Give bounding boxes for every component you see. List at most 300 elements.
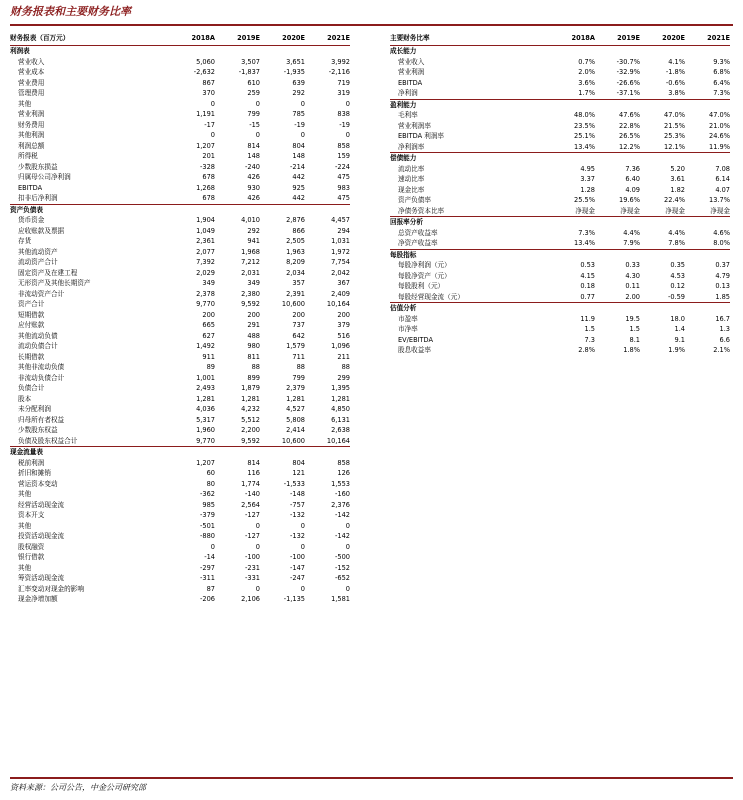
cell-value: 930: [247, 183, 260, 192]
row-label: EV/EBITDA: [398, 335, 434, 344]
cell-value: -379: [200, 511, 215, 519]
cell-value: 804: [292, 458, 305, 467]
cell-value: 7.9%: [623, 239, 640, 247]
cell-value: 0: [345, 131, 350, 139]
table-row: [10, 57, 350, 68]
cell-value: 净现金: [575, 206, 595, 215]
cell-value: 1.28: [580, 185, 595, 194]
cell-value: 0.37: [715, 261, 730, 269]
cell-value: 2,493: [196, 384, 215, 392]
cell-value: 867: [202, 78, 215, 87]
row-label: 营业收入: [398, 57, 425, 66]
row-label: 长期借款: [18, 352, 45, 361]
cell-value: 2,876: [286, 216, 305, 224]
cell-value: 47.6%: [619, 111, 640, 119]
table-row: [390, 228, 730, 239]
row-label: 应收账款及票据: [18, 226, 65, 235]
cell-value: 1,096: [331, 342, 350, 350]
table-row: [10, 383, 350, 394]
cell-value: 4,232: [241, 405, 260, 413]
row-label: 每股净资产（元）: [398, 271, 451, 280]
cell-value: 0.12: [670, 282, 685, 290]
row-label: 其他: [18, 99, 32, 108]
cell-value: 2,409: [331, 289, 350, 298]
cell-value: 1,972: [331, 247, 350, 256]
table-row: [10, 320, 350, 331]
cell-value: 净现金: [620, 206, 640, 215]
table-row: [10, 415, 350, 426]
cell-value: 678: [202, 173, 215, 181]
section-header-row: [10, 46, 350, 57]
table-row: [10, 373, 350, 384]
cell-value: 5,512: [241, 415, 260, 424]
cell-value: 259: [247, 89, 260, 97]
table-row: [10, 331, 350, 342]
cell-value: 3,651: [286, 57, 305, 66]
cell-value: 804: [292, 141, 305, 150]
section-header-row: [10, 204, 350, 215]
cell-value: 7.08: [715, 164, 730, 173]
row-label: 净资产收益率: [398, 239, 438, 247]
cell-value: 47.0%: [664, 111, 685, 119]
cell-value: -0.59: [667, 292, 685, 301]
cell-value: 12.1%: [664, 142, 685, 151]
cell-value: 1,774: [241, 479, 260, 488]
row-label: 归属母公司净利润: [18, 173, 71, 181]
cell-value: 858: [337, 458, 350, 467]
row-label: 少数股东损益: [18, 162, 58, 171]
cell-value: -331: [245, 574, 260, 582]
cell-value: 665: [202, 321, 215, 329]
table-row: [390, 67, 730, 78]
cell-value: 426: [247, 173, 260, 181]
cell-value: 1,579: [286, 342, 305, 350]
row-label: 货币资金: [18, 216, 45, 224]
row-label: 净利润: [398, 89, 418, 97]
cell-value: 785: [292, 110, 305, 118]
cell-value: 6.6: [719, 335, 730, 344]
cell-value: -224: [335, 162, 350, 171]
table-row: [390, 88, 730, 99]
row-label: 所得税: [18, 152, 38, 160]
row-label: 股权融资: [18, 542, 45, 551]
table-row: [10, 352, 350, 363]
cell-value: 3.6%: [578, 78, 595, 87]
row-label: 应付账款: [18, 321, 45, 329]
table-row: [10, 141, 350, 152]
cell-value: 799: [247, 110, 260, 118]
row-label: 营业利润率: [398, 121, 431, 130]
cell-value: 8.1: [629, 335, 640, 344]
cell-value: 349: [202, 279, 215, 287]
cell-value: 0: [300, 99, 305, 108]
cell-value: 799: [292, 373, 305, 382]
table-row: [10, 88, 350, 99]
cell-value: 1,904: [196, 216, 215, 224]
cell-value: 814: [247, 458, 260, 467]
cell-value: 1,281: [286, 394, 305, 403]
row-label: EBITDA: [18, 183, 43, 192]
row-label: 营业成本: [18, 68, 45, 76]
cell-value: 0: [255, 521, 260, 530]
row-label: 归母所有者权益: [18, 415, 65, 424]
section-title: 每股指标: [390, 249, 730, 260]
cell-value: -311: [200, 574, 215, 582]
cell-value: 4,527: [286, 405, 305, 413]
header-year: 2020E: [640, 32, 685, 46]
table-row: [10, 67, 350, 78]
cell-value: 200: [247, 310, 260, 319]
cell-value: 2.1%: [713, 346, 730, 354]
table-row: [10, 573, 350, 584]
cell-value: 10,164: [326, 300, 350, 308]
cell-value: 0.33: [625, 261, 640, 269]
cell-value: 48.0%: [574, 111, 595, 119]
table-row: [10, 510, 350, 521]
cell-value: -247: [290, 574, 305, 582]
cell-value: 0.11: [625, 282, 640, 290]
row-label: 筹资活动现金流: [18, 574, 65, 582]
cell-value: -140: [245, 490, 260, 498]
cell-value: 净现金: [665, 206, 685, 215]
row-label: 财务费用: [18, 120, 45, 129]
section-title: 资产负债表: [10, 204, 350, 215]
table-row: [10, 78, 350, 89]
cell-value: 4,010: [241, 216, 260, 224]
cell-value: 925: [292, 183, 305, 192]
section-title: 成长能力: [390, 47, 417, 55]
cell-value: 4.15: [580, 271, 595, 280]
table-row: [10, 120, 350, 131]
table-row: [390, 78, 730, 89]
cell-value: 1.8%: [623, 346, 640, 354]
table-row: [10, 236, 350, 247]
row-label: 非流动负债合计: [18, 373, 65, 382]
row-label: 未分配利润: [18, 405, 51, 413]
cell-value: 291: [247, 321, 260, 329]
cell-value: 379: [337, 321, 350, 329]
cell-value: 0: [345, 542, 350, 551]
cell-value: 6.4%: [713, 78, 730, 87]
cell-value: -501: [200, 521, 215, 530]
cell-value: 0: [300, 584, 305, 593]
cell-value: 2,042: [331, 268, 350, 277]
row-label: 管理费用: [18, 89, 45, 97]
cell-value: 980: [247, 342, 260, 350]
row-label: 固定资产及在建工程: [18, 268, 78, 277]
cell-value: 200: [202, 310, 215, 319]
row-label: 现金净增加额: [18, 595, 58, 603]
cell-value: 2,200: [241, 426, 260, 434]
cell-value: 0: [210, 542, 215, 551]
cell-value: 838: [337, 110, 350, 118]
table-row: [10, 268, 350, 279]
cell-value: 21.0%: [709, 121, 730, 130]
cell-value: 22.4%: [664, 196, 685, 204]
cell-value: 3.61: [670, 175, 685, 183]
table-row: [10, 226, 350, 237]
row-label: 汇率变动对现金的影响: [18, 584, 84, 593]
header-year: 2019E: [215, 32, 260, 46]
cell-value: 7,212: [241, 258, 260, 266]
cell-value: 911: [202, 352, 215, 361]
cell-value: 0: [210, 131, 215, 139]
cell-value: 6.14: [715, 175, 730, 183]
cell-value: 11.9%: [709, 142, 730, 151]
cell-value: 2,361: [196, 237, 215, 245]
row-label: EBITDA 利润率: [398, 132, 445, 140]
row-label: 利润总额: [18, 141, 45, 150]
cell-value: 1,268: [196, 183, 215, 192]
table-row: [10, 247, 350, 258]
row-label: 存货: [18, 237, 32, 245]
cell-value: 16.7: [715, 314, 730, 323]
cell-value: -1,135: [283, 595, 305, 603]
cell-value: 1,031: [331, 237, 350, 245]
cell-value: 89: [206, 363, 215, 371]
cell-value: 121: [292, 469, 305, 477]
cell-value: 1.7%: [578, 89, 595, 97]
cell-value: 319: [337, 89, 350, 97]
cell-value: 2,029: [196, 268, 215, 277]
cell-value: -148: [290, 490, 305, 498]
cell-value: 1,207: [196, 141, 215, 150]
table-row: [10, 362, 350, 373]
cell-value: 1,960: [196, 426, 215, 434]
cell-value: 0: [345, 521, 350, 530]
cell-value: 8,209: [286, 258, 305, 266]
table-row: [10, 531, 350, 542]
section-title: 偿债能力: [390, 153, 730, 164]
cell-value: 1.3: [719, 325, 730, 333]
cell-value: 627: [202, 331, 215, 340]
cell-value: -206: [200, 595, 215, 603]
cell-value: 814: [247, 141, 260, 150]
cell-value: 2.00: [625, 292, 640, 301]
header-title: 财务报表（百万元）: [10, 32, 170, 46]
cell-value: 2,077: [196, 247, 215, 256]
cell-value: -1,837: [238, 68, 260, 76]
row-label: 税前利润: [18, 458, 45, 467]
cell-value: 7.3%: [713, 89, 730, 97]
row-label: 营运资本变动: [18, 479, 58, 488]
cell-value: 475: [337, 194, 350, 202]
table-row: [10, 193, 350, 204]
cell-value: 1,281: [331, 394, 350, 403]
cell-value: 4.4%: [623, 228, 640, 237]
row-label: 其他: [18, 521, 32, 530]
row-label: 经营活动现金流: [18, 500, 65, 509]
table-row: [10, 289, 350, 300]
row-label: 现金比率: [398, 185, 425, 194]
cell-value: 211: [337, 352, 350, 361]
cell-value: 88: [251, 363, 260, 371]
row-label: EBITDA: [398, 78, 423, 87]
cell-value: 2,106: [241, 595, 260, 603]
cell-value: -127: [245, 511, 260, 519]
cell-value: 200: [337, 310, 350, 319]
table-row: [10, 594, 350, 605]
row-label: 折旧和摊销: [18, 469, 51, 477]
cell-value: 9.1: [674, 335, 685, 344]
title-divider: [10, 24, 733, 26]
table-row: [10, 436, 350, 447]
table-row: [10, 542, 350, 553]
cell-value: -160: [335, 490, 350, 498]
cell-value: 2.8%: [578, 346, 595, 354]
cell-value: 1.5: [584, 325, 595, 333]
table-row: [390, 335, 730, 346]
cell-value: 1.9%: [668, 346, 685, 354]
section-header-row: [390, 303, 730, 314]
table-row: [10, 130, 350, 141]
cell-value: -757: [290, 500, 305, 509]
row-label: 投资活动现金流: [18, 532, 65, 540]
cell-value: 1,001: [196, 373, 215, 382]
cell-value: 10,600: [281, 436, 305, 445]
row-label: 净利润率: [398, 142, 425, 151]
cell-value: 711: [292, 352, 305, 361]
cell-value: -880: [200, 532, 215, 540]
cell-value: 47.0%: [709, 111, 730, 119]
row-label: 营业利润: [18, 110, 45, 118]
header-year: 2019E: [595, 32, 640, 46]
cell-value: 4.1%: [668, 57, 685, 66]
table-row: [10, 458, 350, 469]
row-label: 每股净利润（元）: [398, 261, 451, 269]
table-row: [390, 260, 730, 271]
cell-value: -652: [335, 574, 350, 582]
cell-value: 10,164: [326, 436, 350, 445]
source-note: 资料来源：公司公告，中金公司研究部: [10, 783, 146, 792]
header-year: 2021E: [305, 32, 350, 46]
cell-value: 985: [202, 500, 215, 509]
cell-value: 19.6%: [619, 196, 640, 204]
table-row: [10, 563, 350, 574]
cell-value: 642: [292, 331, 305, 340]
cell-value: -26.6%: [616, 78, 640, 87]
table-header-row: [390, 32, 730, 46]
cell-value: 6.8%: [713, 68, 730, 76]
cell-value: 6,131: [331, 415, 350, 424]
cell-value: 0: [255, 131, 260, 139]
cell-value: 26.5%: [619, 132, 640, 140]
row-label: 市净率: [398, 325, 418, 333]
cell-value: 4.30: [625, 271, 640, 280]
cell-value: 2,505: [286, 237, 305, 245]
cell-value: 4.53: [670, 271, 685, 280]
row-label: 扣非后净利润: [18, 194, 58, 202]
cell-value: 25.5%: [574, 196, 595, 204]
cell-value: 1,049: [196, 226, 215, 235]
cell-value: 370: [202, 89, 215, 97]
cell-value: 13.4%: [574, 239, 595, 247]
cell-value: 983: [337, 183, 350, 192]
cell-value: 60: [206, 469, 215, 477]
cell-value: 0.7%: [578, 57, 595, 66]
cell-value: 4.95: [580, 164, 595, 173]
cell-value: -297: [200, 563, 215, 572]
cell-value: -30.7%: [616, 57, 640, 66]
cell-value: 1.85: [715, 292, 730, 301]
table-row: [390, 292, 730, 303]
table-row: [390, 271, 730, 282]
cell-value: 25.3%: [664, 132, 685, 140]
table-row: [10, 109, 350, 120]
cell-value: 2,564: [241, 500, 260, 509]
statements-table: [10, 32, 350, 605]
table-row: [390, 345, 730, 356]
cell-value: 442: [292, 194, 305, 202]
cell-value: 367: [337, 279, 350, 287]
cell-value: 1,968: [241, 247, 260, 256]
table-row: [10, 162, 350, 173]
cell-value: 5,317: [196, 415, 215, 424]
cell-value: 148: [247, 152, 260, 160]
table-header-row: [10, 32, 350, 46]
cell-value: 12.2%: [619, 142, 640, 151]
cell-value: 475: [337, 173, 350, 181]
section-title: 利润表: [10, 47, 30, 55]
row-label: 其他: [18, 563, 32, 572]
row-label: 负债及股东权益合计: [18, 436, 78, 445]
table-row: [10, 151, 350, 162]
cell-value: 3.37: [580, 175, 595, 183]
cell-value: 0: [255, 99, 260, 108]
row-label: 资本开支: [18, 511, 45, 519]
cell-value: 292: [292, 89, 305, 97]
cell-value: 2,414: [286, 426, 305, 434]
cell-value: 2,376: [331, 500, 350, 509]
cell-value: 0: [300, 542, 305, 551]
table-row: [10, 172, 350, 183]
cell-value: 1,207: [196, 458, 215, 467]
table-row: [10, 299, 350, 310]
cell-value: 201: [202, 152, 215, 160]
row-label: 负债合计: [18, 384, 45, 392]
page-title: 财务报表和主要财务比率: [10, 5, 131, 18]
cell-value: 18.0: [670, 314, 685, 323]
row-label: 银行借款: [18, 553, 45, 561]
cell-value: -328: [200, 162, 215, 171]
cell-value: 1,963: [286, 247, 305, 256]
table-row: [10, 425, 350, 436]
cell-value: 7.3%: [578, 228, 595, 237]
cell-value: -37.1%: [616, 89, 640, 97]
cell-value: 426: [247, 194, 260, 202]
row-label: 每股经营现金流（元）: [398, 292, 464, 301]
table-row: [10, 552, 350, 563]
ratios-table: [390, 32, 730, 356]
cell-value: 0: [210, 99, 215, 108]
cell-value: 4.07: [715, 185, 730, 194]
cell-value: 0: [300, 131, 305, 139]
cell-value: -0.6%: [665, 78, 685, 87]
cell-value: -14: [204, 553, 215, 561]
table-row: [10, 99, 350, 110]
cell-value: 2,034: [286, 268, 305, 277]
cell-value: 1,395: [331, 384, 350, 392]
cell-value: 4.79: [715, 271, 730, 280]
cell-value: 1.82: [670, 185, 685, 194]
cell-value: 0: [255, 542, 260, 551]
cell-value: 4,457: [331, 216, 350, 224]
cell-value: 294: [337, 226, 350, 235]
cell-value: -19: [294, 120, 305, 129]
cell-value: 10,600: [281, 300, 305, 308]
row-label: 股本: [18, 394, 32, 403]
cell-value: 0.35: [670, 261, 685, 269]
